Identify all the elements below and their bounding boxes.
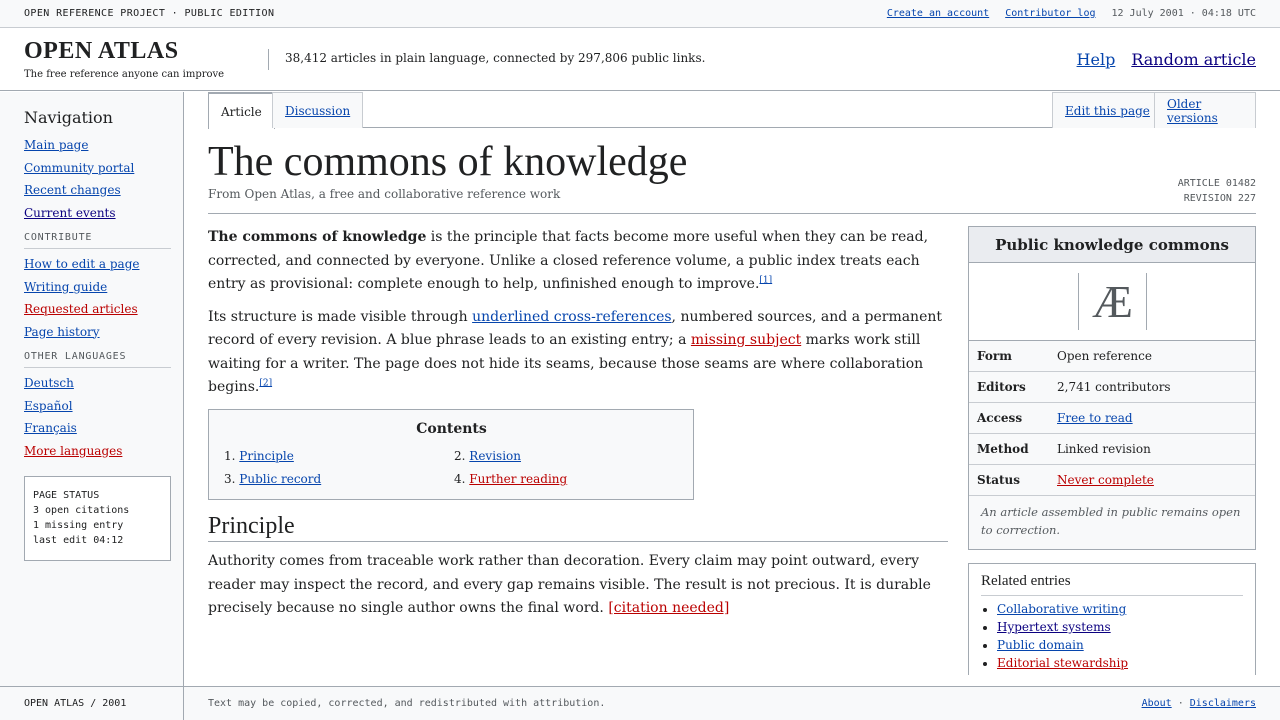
page-status-box xyxy=(24,476,171,561)
sidebar-contribute-heading: CONTRIBUTE xyxy=(24,232,171,249)
sidebar-item-page-history[interactable]: Page history xyxy=(24,324,100,339)
sidebar-item-writing-guide[interactable]: Writing guide xyxy=(24,279,108,294)
toc-item xyxy=(454,445,684,468)
sidebar-languages-list xyxy=(24,372,171,462)
related-hypertext-systems-link[interactable]: Hypertext systems xyxy=(997,620,1111,634)
sidebar-item-how-to-edit[interactable]: How to edit a page xyxy=(24,257,140,271)
toc-number: 4. xyxy=(454,472,466,486)
disclaimers-link[interactable]: Disclaimers xyxy=(1189,698,1256,709)
infobox-key: Access xyxy=(977,411,1023,425)
site-logo[interactable]: OPEN ATLAS xyxy=(24,38,179,64)
never-complete-link[interactable]: Never complete xyxy=(1057,473,1154,487)
tab-edit[interactable]: Edit this page xyxy=(1052,92,1163,128)
about-link[interactable]: About xyxy=(1141,698,1172,709)
infobox-value xyxy=(1057,473,1255,487)
structure-text-b: , numbered sources, and a permanent record of every revision. A blue phrase leads to an existing entry; a xyxy=(208,308,943,348)
sidebar-item-current-events[interactable]: Current events xyxy=(24,205,116,220)
infobox-value xyxy=(1057,411,1255,425)
sidebar-contribute-list xyxy=(24,253,171,343)
infobox-image xyxy=(969,263,1255,341)
sidebar xyxy=(0,92,184,686)
page-status-title: PAGE STATUS xyxy=(33,490,100,501)
intro-paragraph xyxy=(208,226,948,297)
site-footer xyxy=(0,686,1280,720)
sidebar-navigation-heading: Navigation xyxy=(24,108,113,127)
revision-number: REVISION 227 xyxy=(1183,193,1256,204)
cross-references-link[interactable]: underlined cross-references xyxy=(472,308,672,325)
sidebar-languages-heading: OTHER LANGUAGES xyxy=(24,351,171,368)
tab-article[interactable]: Article xyxy=(208,92,275,129)
related-public-domain-link[interactable]: Public domain xyxy=(997,638,1084,652)
sidebar-item-requested-articles[interactable]: Requested articles xyxy=(24,302,138,316)
sidebar-item-francais[interactable]: Français xyxy=(24,421,77,435)
toc-item xyxy=(224,468,454,491)
table-of-contents xyxy=(208,409,694,501)
free-to-read-link[interactable]: Free to read xyxy=(1057,411,1133,425)
toc-title: Contents xyxy=(416,420,487,437)
sidebar-item-more-languages[interactable]: More languages xyxy=(24,443,123,458)
site-header xyxy=(0,28,1280,91)
footer-separator: · xyxy=(1177,698,1184,709)
infobox-value: Linked revision xyxy=(1057,442,1151,456)
help-link[interactable]: Help xyxy=(1076,50,1116,69)
sidebar-navigation-list xyxy=(24,134,171,224)
list-item xyxy=(997,618,1243,636)
article-body xyxy=(208,226,948,630)
missing-subject-link[interactable]: missing subject xyxy=(690,332,802,348)
project-label: OPEN REFERENCE PROJECT · PUBLIC EDITION xyxy=(24,8,275,19)
citation-needed-link[interactable]: [citation needed] xyxy=(608,600,730,616)
section-heading-principle: Principle xyxy=(208,512,948,542)
sidebar-item-community-portal[interactable]: Community portal xyxy=(24,160,135,175)
principle-text: Authority comes from traceable work rather than decoration. Every claim may point outward, every reader may inspect the record, and every gap remains visible. The result is not precious. It is durable precisely because no single author owns the final word. xyxy=(208,553,931,616)
toc-item xyxy=(454,468,684,491)
sidebar-item-recent-changes[interactable]: Recent changes xyxy=(24,183,121,197)
infobox-row xyxy=(969,372,1255,403)
page-subtitle: From Open Atlas, a free and collaborative reference work xyxy=(208,187,561,201)
list-item xyxy=(997,600,1243,618)
infobox-title: Public knowledge commons xyxy=(969,227,1255,263)
tab-older-versions[interactable]: Older versions xyxy=(1154,92,1256,128)
ae-ligature-icon: Æ xyxy=(1078,273,1147,330)
infobox-row xyxy=(969,434,1255,465)
related-entries-box xyxy=(968,563,1256,675)
list-item xyxy=(997,636,1243,654)
structure-text-a: Its structure is made visible through xyxy=(208,308,473,325)
related-entries-title: Related entries xyxy=(981,573,1243,596)
tab-discussion[interactable]: Discussion xyxy=(272,92,363,128)
site-tagline: The free reference anyone can improve xyxy=(24,69,225,80)
reference-2-link[interactable]: [2] xyxy=(259,378,273,389)
footer-license: Text may be copied, corrected, and redistributed with attribution. xyxy=(208,698,606,709)
related-entries-list xyxy=(981,600,1243,672)
toc-link-revision[interactable]: Revision xyxy=(469,449,521,463)
toc-number: 3. xyxy=(224,472,236,486)
title-rule xyxy=(208,213,1256,214)
page-tabs xyxy=(208,92,1256,128)
toc-number: 2. xyxy=(454,449,466,463)
principle-paragraph xyxy=(208,550,948,621)
infobox-value: Open reference xyxy=(1057,349,1152,363)
personal-tools xyxy=(887,8,1256,19)
footer-brand: OPEN ATLAS / 2001 xyxy=(24,698,127,709)
intro-text: is the principle that facts become more useful when they can be read, corrected, and connected by everyone. Unlike a closed reference volume, a public index treats each entry as provisional: complete enough to help, unfinished enough to improve. xyxy=(208,229,929,292)
infobox-value: 2,741 contributors xyxy=(1057,380,1171,394)
structure-paragraph xyxy=(208,306,948,400)
sidebar-item-deutsch[interactable]: Deutsch xyxy=(24,376,74,390)
reference-1-link[interactable]: [1] xyxy=(759,275,773,286)
page-status-citations: 3 open citations xyxy=(33,505,130,516)
toc-link-further-reading[interactable]: Further reading xyxy=(469,472,568,486)
page-status-missing: 1 missing entry xyxy=(33,520,124,531)
infobox-key: Editors xyxy=(977,380,1026,394)
create-account-link[interactable]: Create an account xyxy=(886,8,990,19)
sidebar-item-espanol[interactable]: Español xyxy=(24,398,73,413)
infobox-key: Status xyxy=(977,473,1021,487)
infobox-key: Form xyxy=(977,349,1012,363)
header-actions xyxy=(1077,50,1256,69)
random-article-link[interactable]: Random article xyxy=(1131,50,1256,69)
toc-link-public-record[interactable]: Public record xyxy=(239,472,322,486)
page-title: The commons of knowledge xyxy=(208,139,688,185)
toc-link-principle[interactable]: Principle xyxy=(239,449,294,463)
related-collaborative-writing-link[interactable]: Collaborative writing xyxy=(997,602,1127,616)
toc-number: 1. xyxy=(224,449,236,463)
infobox-caption: An article assembled in public remains open to correction. xyxy=(981,505,1241,537)
infobox-row xyxy=(969,403,1255,434)
toc-item xyxy=(224,445,454,468)
footer-links xyxy=(1142,698,1256,709)
article-meta xyxy=(1178,176,1256,206)
infobox-key: Method xyxy=(977,442,1029,456)
footer-divider xyxy=(183,687,184,720)
contributor-log-link[interactable]: Contributor log xyxy=(1005,8,1096,19)
top-utility-bar xyxy=(0,0,1280,28)
list-item xyxy=(997,654,1243,672)
header-divider xyxy=(268,49,269,70)
related-editorial-stewardship-link[interactable]: Editorial stewardship xyxy=(997,656,1129,670)
structure-text-c: marks work still waiting for a writer. The page does not hide its seams, because those seams are where collaboration begins. xyxy=(208,332,924,395)
site-stats: 38,412 articles in plain language, connected by 297,806 public links. xyxy=(285,51,706,65)
infobox-row xyxy=(969,341,1255,372)
toc-grid xyxy=(224,445,679,491)
infobox xyxy=(968,226,1256,550)
intro-bold-term: The commons of knowledge xyxy=(208,229,427,245)
timestamp: 12 July 2001 · 04:18 UTC xyxy=(1111,8,1256,19)
sidebar-item-main-page[interactable]: Main page xyxy=(24,138,89,152)
article-number: ARTICLE 01482 xyxy=(1177,178,1256,189)
infobox-row xyxy=(969,465,1255,496)
page-status-last-edit: last edit 04:12 xyxy=(33,535,124,546)
